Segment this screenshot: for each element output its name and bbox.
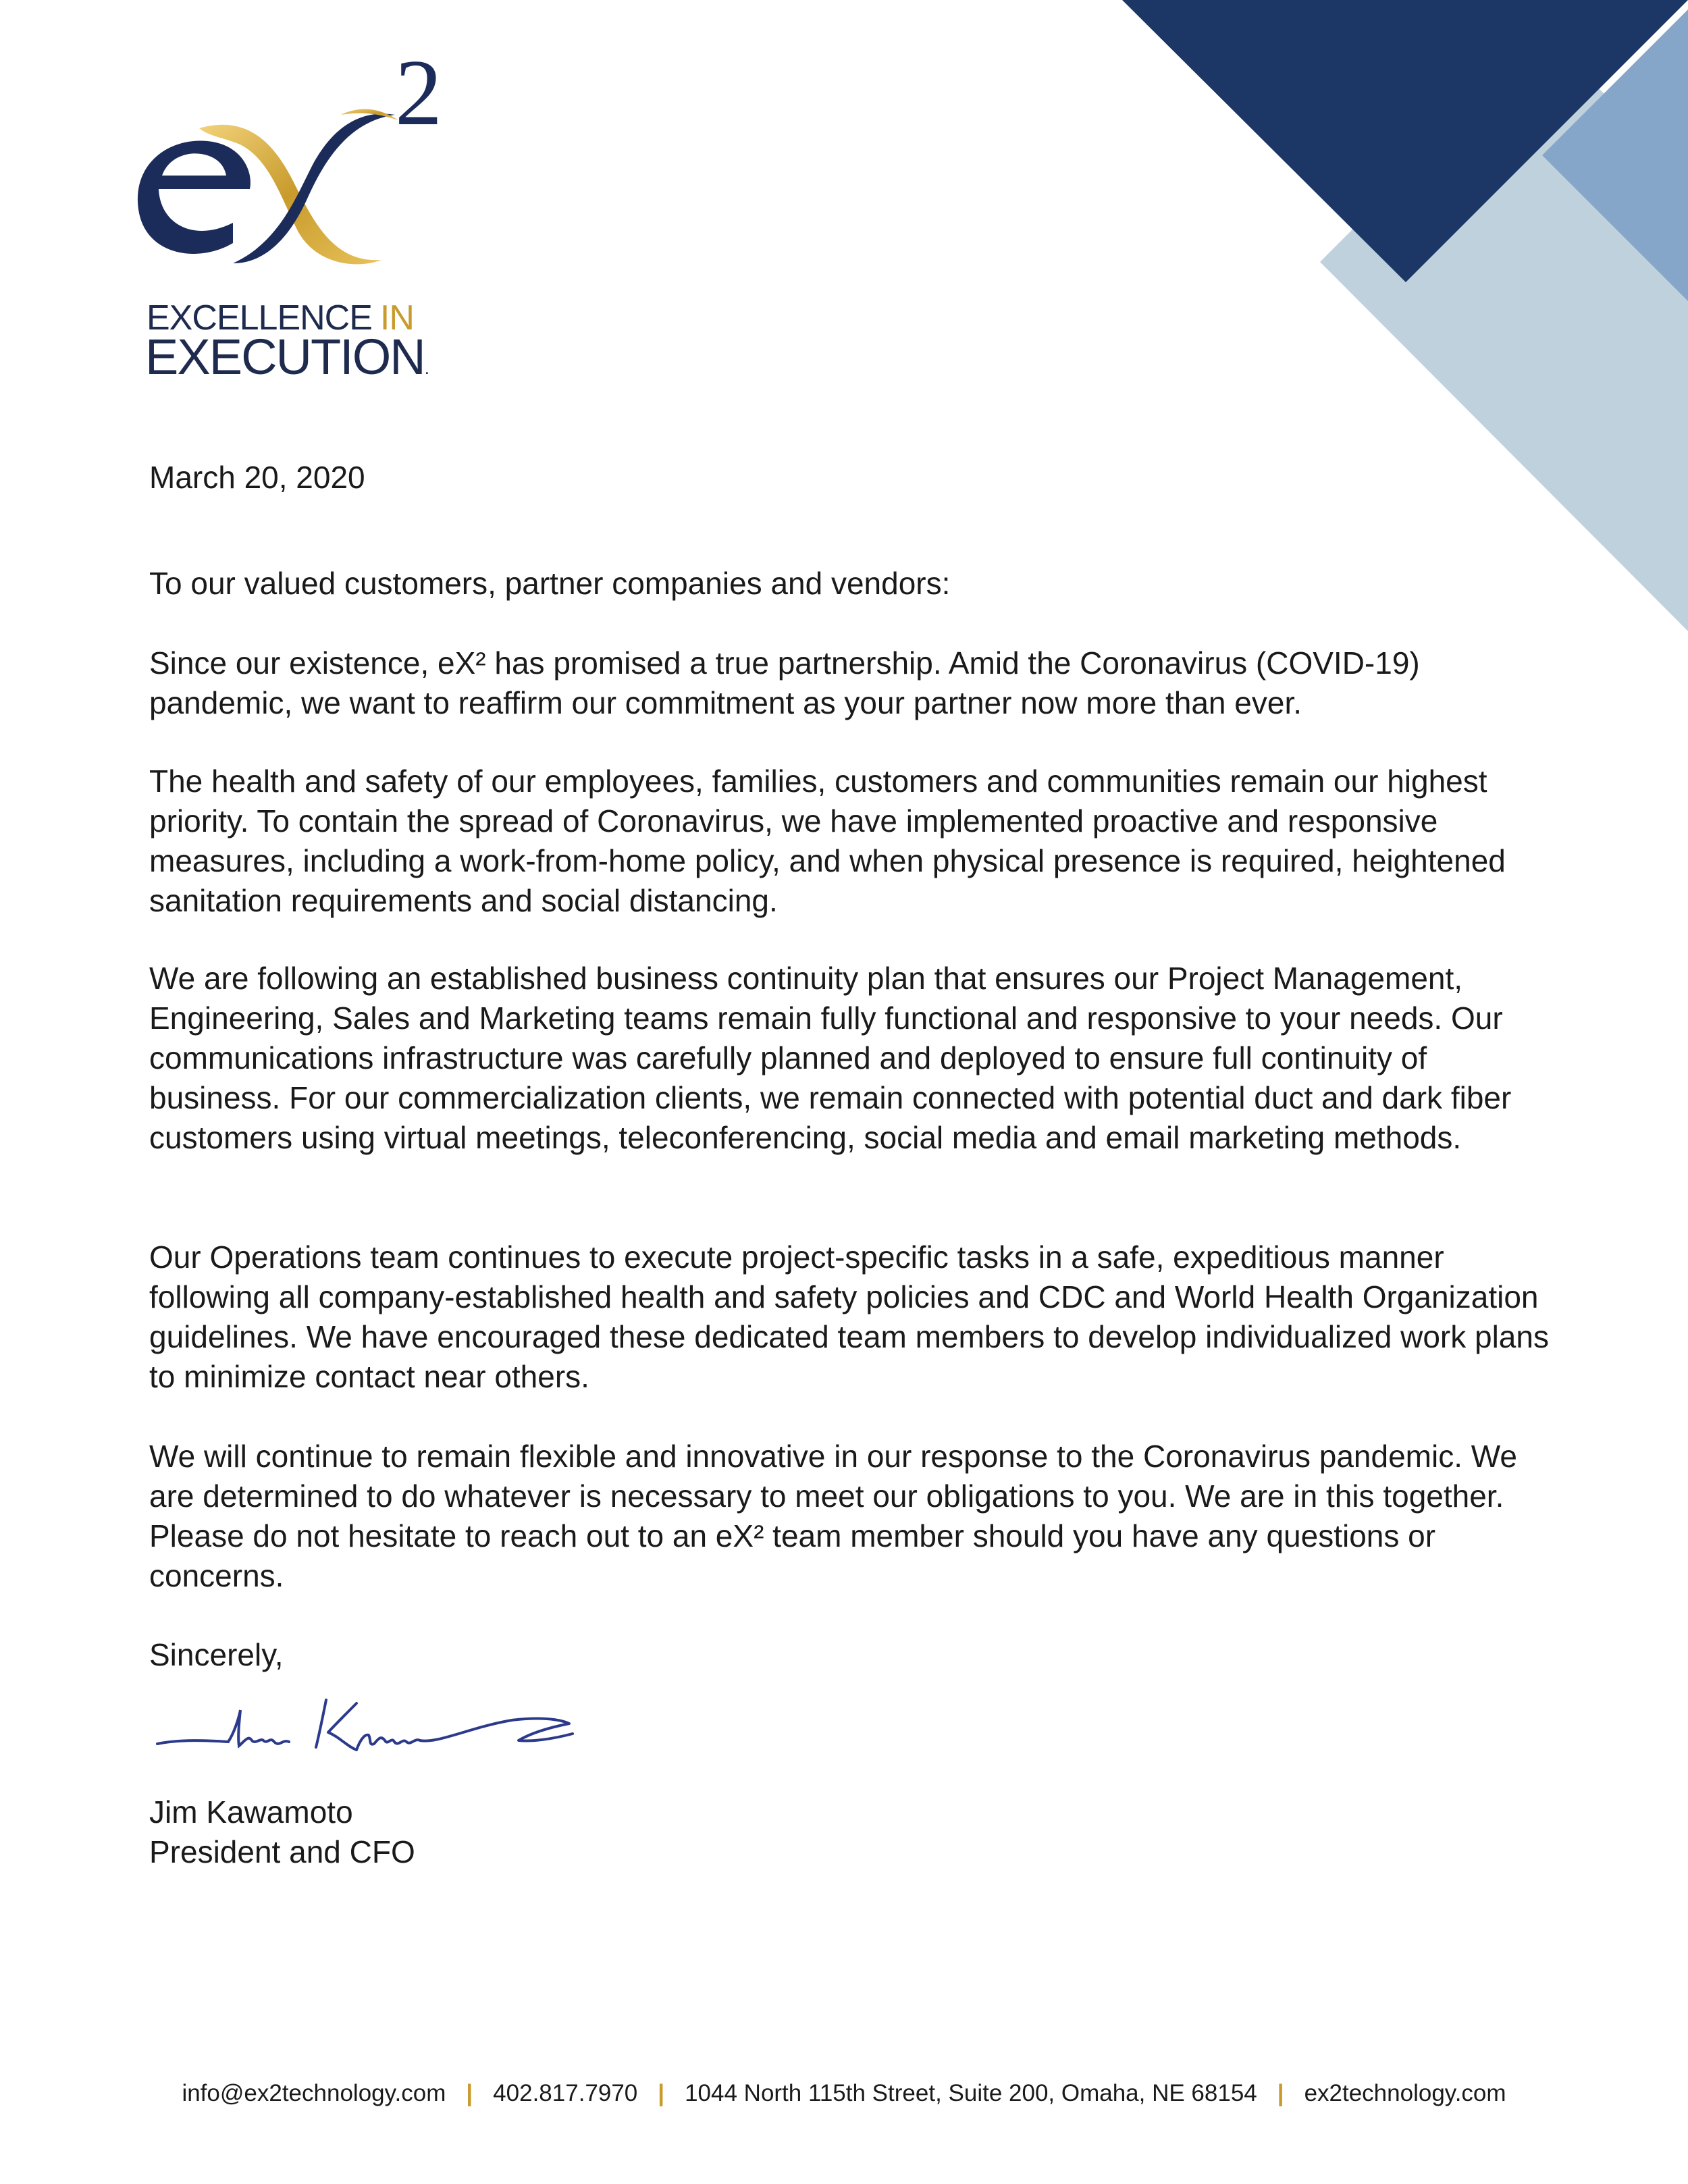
logo-mark [132,41,422,297]
logo-registered-mark: . [424,358,429,378]
letter-paragraph-3: We are following an established business continuity plan that ensures our Project Management, Engineering, Sales and Marketing teams remain fully functional and responsive to your needs. Our communications infrastructure was carefully planned and deployed to ensure full continuity of business. For our commercialization clients, we remain connected with potential duct and dark fiber customers using virtual meetings, teleconferencing, social media and email marketing methods. [149,961,1512,1155]
company-logo [132,41,442,385]
contact-footer [0,2078,1688,2108]
letter-salutation: To our valued customers, partner companies and vendors: [149,566,951,601]
signer-title: President and CFO [149,1834,415,1869]
footer-address: 1044 North 115th Street, Suite 200, Omaha, NE 68154 [685,2080,1257,2106]
letter-paragraph-1: Since our existence, eX² has promised a true partnership. Amid the Coronavirus (COVID-19) pandemic, we want to reaffirm our commitment as your partner now more than ever. [149,645,1420,720]
logo-tagline-execution: EXECUTION [145,329,425,385]
logo-tagline-part2: IN [379,298,414,338]
letter-paragraph-2: The health and safety of our employees, families, customers and communities remain our highest priority. To contain the spread of Coronavirus, we have implemented proactive and responsive measures, including a work-from-home policy, and when physical presence is required, heightened sanitation requirements and social distancing. [149,764,1506,918]
logo-tagline-line2 [145,329,429,393]
handwritten-signature [154,1680,600,1761]
letter-date: March 20, 2020 [149,460,365,495]
letter-paragraph-5: We will continue to remain flexible and innovative in our response to the Coronavirus pandemic. We are determined to do whatever is necessary to meet our obligations to you. We are in this together. Please do not hesitate to reach out to an eX² team member should you have any questions or concerns. [149,1439,1517,1593]
letter-paragraph-4: Our Operations team continues to execute project-specific tasks in a safe, expeditious manner following all company-established health and safety policies and CDC and World Health Organization guidelines. We have encouraged these dedicated team members to develop individualized work plans to minimize contact near others. [149,1240,1549,1394]
footer-website[interactable]: ex2technology.com [1304,2080,1506,2106]
letter-closing: Sincerely, [149,1637,284,1672]
footer-phone[interactable]: 402.817.7970 [493,2080,638,2106]
logo-superscript: 2 [395,41,442,145]
footer-separator: | [466,2080,473,2106]
logo-tagline-part1: EXCELLENCE [147,298,372,338]
signer-name: Jim Kawamoto [149,1794,353,1830]
footer-separator: | [658,2080,665,2106]
footer-separator: | [1277,2080,1284,2106]
footer-email[interactable]: info@ex2technology.com [182,2080,446,2106]
